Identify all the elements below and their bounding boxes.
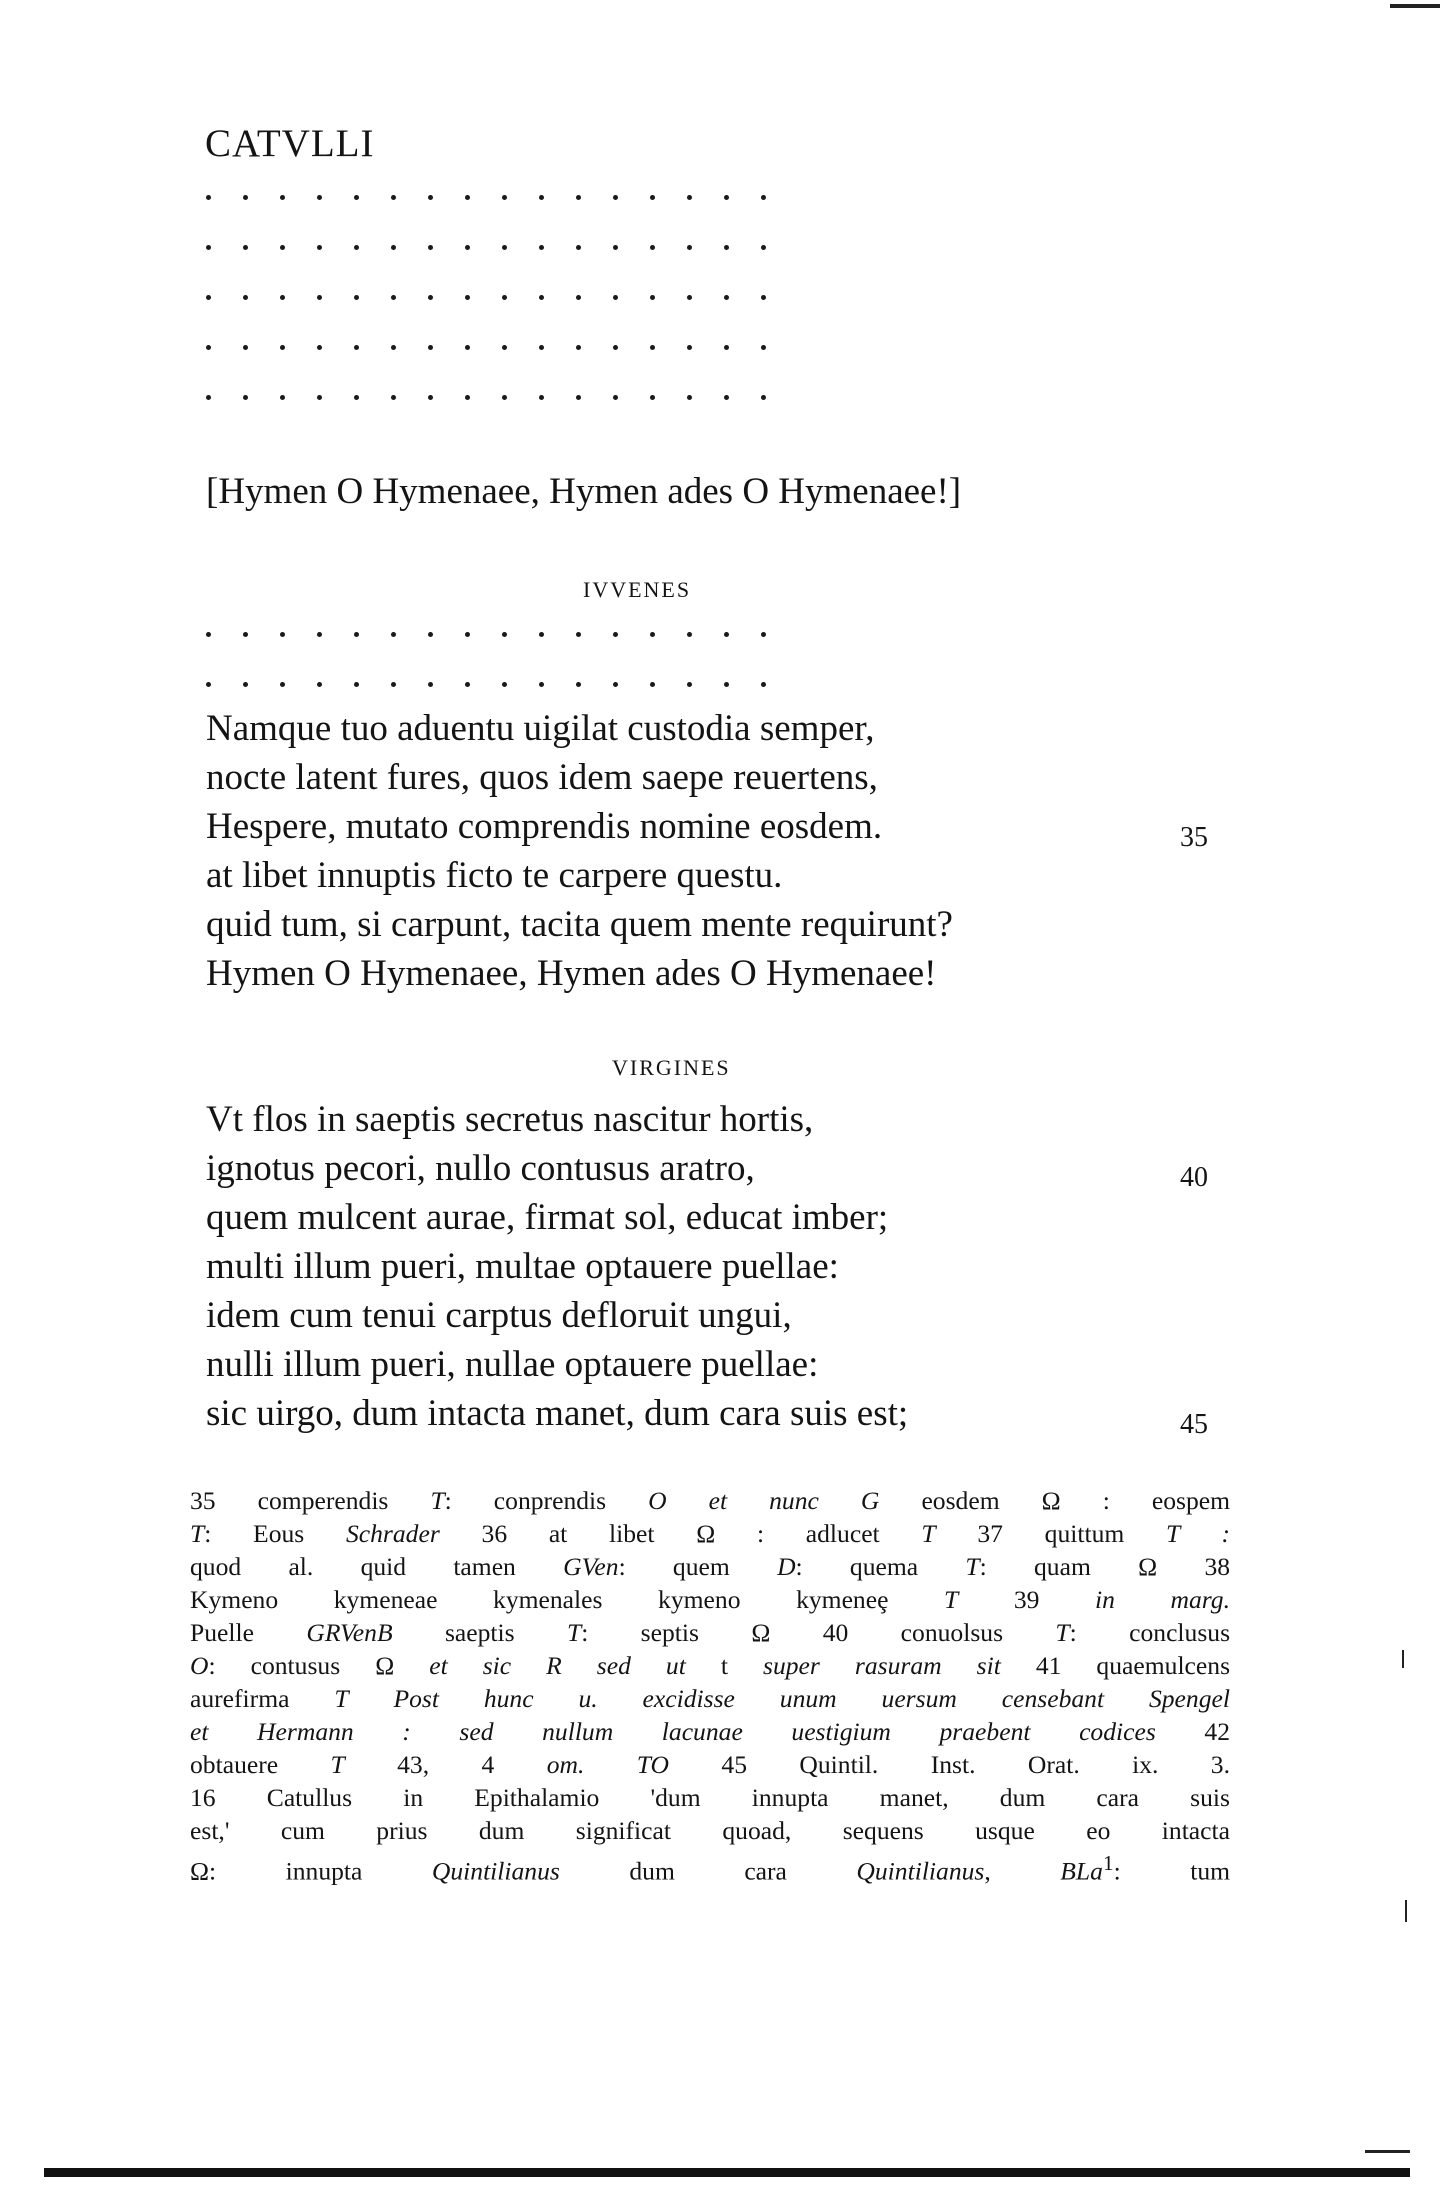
lacuna-dot	[724, 682, 729, 687]
verse-line: Hymen O Hymenaee, Hymen ades O Hymenaee!	[206, 953, 937, 994]
scan-mark	[1402, 1650, 1404, 1668]
lacuna-dot	[502, 395, 507, 400]
lacuna-dot	[724, 395, 729, 400]
lacuna-dot	[243, 295, 248, 300]
lacuna-dot	[761, 632, 766, 637]
lacuna-dot	[280, 295, 285, 300]
lacuna-dot	[206, 195, 211, 200]
lacuna-dot	[761, 295, 766, 300]
line-number: 45	[1180, 1409, 1208, 1440]
lacuna-dot	[650, 245, 655, 250]
lacuna-dot	[613, 245, 618, 250]
lacuna-dot	[391, 632, 396, 637]
verse-line: Vt flos in saeptis secretus nascitur hortis,	[206, 1099, 814, 1140]
lacuna-dot	[206, 345, 211, 350]
lacuna-dot	[539, 195, 544, 200]
apparatus-line: Ω: innupta Quintilianus dum cara Quintilianus, BLa$^1$: tum	[190, 1851, 1231, 1886]
lacuna-dot	[243, 395, 248, 400]
lacuna-dot	[354, 245, 359, 250]
lacuna-dot	[391, 295, 396, 300]
lacuna-dot	[354, 195, 359, 200]
speaker-heading-virgines: VIRGINES	[612, 1055, 731, 1080]
lacuna-dot	[613, 395, 618, 400]
refrain-bracketed: [Hymen O Hymenaee, Hymen ades O Hymenaee!]	[206, 471, 962, 512]
lacuna-dot	[465, 295, 470, 300]
lacuna-dot	[761, 245, 766, 250]
lacuna-dots-row	[206, 245, 906, 257]
lacuna-dot	[391, 682, 396, 687]
apparatus-line: est,' cum prius dum significat quoad, sequens usque eo intacta	[190, 1816, 1230, 1845]
apparatus-line: Puelle GRVenB saeptis T: septis Ω 40 conuolsus T: conclusus	[190, 1618, 1231, 1647]
lacuna-dot	[465, 682, 470, 687]
lacuna-dot	[539, 345, 544, 350]
lacuna-dot	[354, 295, 359, 300]
lacuna-dot	[391, 245, 396, 250]
lacuna-dot	[502, 632, 507, 637]
lacuna-dot	[576, 345, 581, 350]
lacuna-dot	[243, 632, 248, 637]
lacuna-dot	[650, 345, 655, 350]
lacuna-dot	[502, 245, 507, 250]
lacuna-dot	[724, 245, 729, 250]
apparatus-line: 35 comperendis T: conprendis O et nunc G eosdem Ω : eospem	[190, 1486, 1231, 1515]
lacuna-dot	[206, 632, 211, 637]
lacuna-dot	[354, 682, 359, 687]
lacuna-dot	[576, 395, 581, 400]
lacuna-dot	[539, 295, 544, 300]
lacuna-dots-row	[206, 395, 906, 407]
lacuna-dot	[576, 245, 581, 250]
lacuna-dot	[206, 682, 211, 687]
lacuna-dot	[650, 295, 655, 300]
critical-apparatus	[190, 1484, 1231, 1886]
lacuna-dot	[650, 195, 655, 200]
lacuna-dot	[502, 195, 507, 200]
lacuna-dot	[317, 632, 322, 637]
lacuna-dot	[391, 345, 396, 350]
apparatus-line: 16 Catullus in Epithalamio 'dum innupta manet, dum cara suis	[190, 1783, 1230, 1812]
lacuna-dot	[724, 295, 729, 300]
apparatus-line: Kymeno kymeneae kymenales kymeno kymeneȩ T 39 in marg.	[190, 1585, 1230, 1614]
lacuna-dot	[613, 345, 618, 350]
lacuna-dot	[280, 345, 285, 350]
lacuna-dot	[724, 195, 729, 200]
verse-line: Namque tuo aduentu uigilat custodia semper,	[206, 708, 875, 749]
lacuna-dot	[465, 195, 470, 200]
lacuna-dot	[576, 295, 581, 300]
lacuna-dots-row	[206, 345, 906, 357]
apparatus-line: quod al. quid tamen GVen: quem D: quema T: quam Ω 38	[190, 1552, 1231, 1581]
running-header: CATVLLI	[205, 122, 375, 165]
lacuna-dot	[391, 195, 396, 200]
lacuna-dot	[761, 682, 766, 687]
lacuna-dot	[465, 245, 470, 250]
lacuna-dot	[206, 395, 211, 400]
verse-line: sic uirgo, dum intacta manet, dum cara suis est;	[206, 1393, 909, 1434]
line-number: 40	[1180, 1162, 1208, 1193]
lacuna-dot	[243, 195, 248, 200]
lacuna-dot	[206, 245, 211, 250]
lacuna-dot	[428, 245, 433, 250]
lacuna-dot	[761, 345, 766, 350]
lacuna-dots-row	[206, 295, 906, 307]
lacuna-dot	[354, 345, 359, 350]
lacuna-dot	[428, 632, 433, 637]
lacuna-dot	[502, 295, 507, 300]
lacuna-dot	[687, 682, 692, 687]
lacuna-dot	[613, 295, 618, 300]
lacuna-dot	[650, 632, 655, 637]
line-number: 35	[1180, 822, 1208, 853]
verse-line: quem mulcent aurae, firmat sol, educat imber;	[206, 1197, 889, 1238]
lacuna-dot	[317, 245, 322, 250]
bottom-rule	[44, 2168, 1410, 2177]
apparatus-line: obtauere T 43, 4 om. TO 45 Quintil. Inst. Orat. ix. 3.	[190, 1750, 1231, 1779]
lacuna-dot	[428, 345, 433, 350]
lacuna-dots-row	[206, 632, 906, 644]
lacuna-dot	[317, 195, 322, 200]
lacuna-dot	[428, 395, 433, 400]
lacuna-dot	[724, 345, 729, 350]
lacuna-dot	[465, 632, 470, 637]
apparatus-line: aurefirma T Post hunc u. excidisse unum uersum censebant Spengel	[190, 1684, 1230, 1713]
lacuna-dot	[243, 682, 248, 687]
lacuna-dot	[280, 682, 285, 687]
lacuna-dot	[650, 682, 655, 687]
apparatus-line: O: contusus Ω et sic R sed ut t super rasuram sit 41 quaemulcens	[190, 1651, 1231, 1680]
verse-line: ignotus pecori, nullo contusus aratro,	[206, 1148, 755, 1189]
lacuna-dot	[280, 632, 285, 637]
lacuna-dot	[280, 245, 285, 250]
lacuna-dot	[687, 295, 692, 300]
lacuna-dot	[354, 632, 359, 637]
lacuna-dot	[539, 632, 544, 637]
lacuna-dot	[539, 395, 544, 400]
lacuna-dot	[465, 345, 470, 350]
lacuna-dot	[317, 295, 322, 300]
lacuna-dot	[317, 345, 322, 350]
verse-line: nulli illum pueri, nullae optauere puellae:	[206, 1344, 819, 1385]
verse-line: idem cum tenui carptus defloruit ungui,	[206, 1295, 792, 1336]
lacuna-dot	[687, 195, 692, 200]
lacuna-dot	[650, 395, 655, 400]
lacuna-dot	[317, 395, 322, 400]
lacuna-dot	[539, 682, 544, 687]
lacuna-dot	[280, 395, 285, 400]
lacuna-dot	[206, 295, 211, 300]
lacuna-dot	[243, 245, 248, 250]
lacuna-dot	[428, 295, 433, 300]
lacuna-dot	[687, 632, 692, 637]
scan-mark	[1405, 1900, 1407, 1922]
verse-line: nocte latent fures, quos idem saepe reuertens,	[206, 757, 878, 798]
verse-line: multi illum pueri, multae optauere puellae:	[206, 1246, 839, 1287]
lacuna-dot	[576, 682, 581, 687]
lacuna-dot	[687, 245, 692, 250]
lacuna-dot	[317, 682, 322, 687]
verse-line: at libet innuptis ficto te carpere questu.	[206, 855, 783, 896]
verse-line: Hespere, mutato comprendis nomine eosdem.	[206, 806, 883, 847]
lacuna-dot	[576, 632, 581, 637]
lacuna-dot	[502, 345, 507, 350]
lacuna-dot	[280, 195, 285, 200]
verse-line: quid tum, si carpunt, tacita quem mente requirunt?	[206, 904, 953, 945]
lacuna-dot	[613, 195, 618, 200]
lacuna-dot	[354, 395, 359, 400]
speaker-heading-iuvenes: IVVENES	[583, 577, 692, 602]
lacuna-dot	[428, 195, 433, 200]
lacuna-dot	[391, 395, 396, 400]
lacuna-dot	[576, 195, 581, 200]
lacuna-dots-row	[206, 195, 906, 207]
lacuna-dot	[613, 632, 618, 637]
lacuna-dot	[243, 345, 248, 350]
lacuna-dot	[502, 682, 507, 687]
scan-mark	[1365, 2150, 1410, 2153]
lacuna-dot	[761, 395, 766, 400]
lacuna-dot	[724, 632, 729, 637]
apparatus-line: et Hermann : sed nullum lacunae uestigium praebent codices 42	[190, 1717, 1230, 1746]
lacuna-dots-row	[206, 682, 906, 694]
scan-mark	[1390, 4, 1440, 8]
lacuna-dot	[539, 245, 544, 250]
lacuna-dot	[465, 395, 470, 400]
lacuna-dot	[428, 682, 433, 687]
lacuna-dot	[761, 195, 766, 200]
lacuna-dot	[687, 395, 692, 400]
lacuna-dot	[613, 682, 618, 687]
apparatus-line: T: Eous Schrader 36 at libet Ω : adlucet T 37 quittum T :	[190, 1519, 1231, 1548]
lacuna-dot	[687, 345, 692, 350]
